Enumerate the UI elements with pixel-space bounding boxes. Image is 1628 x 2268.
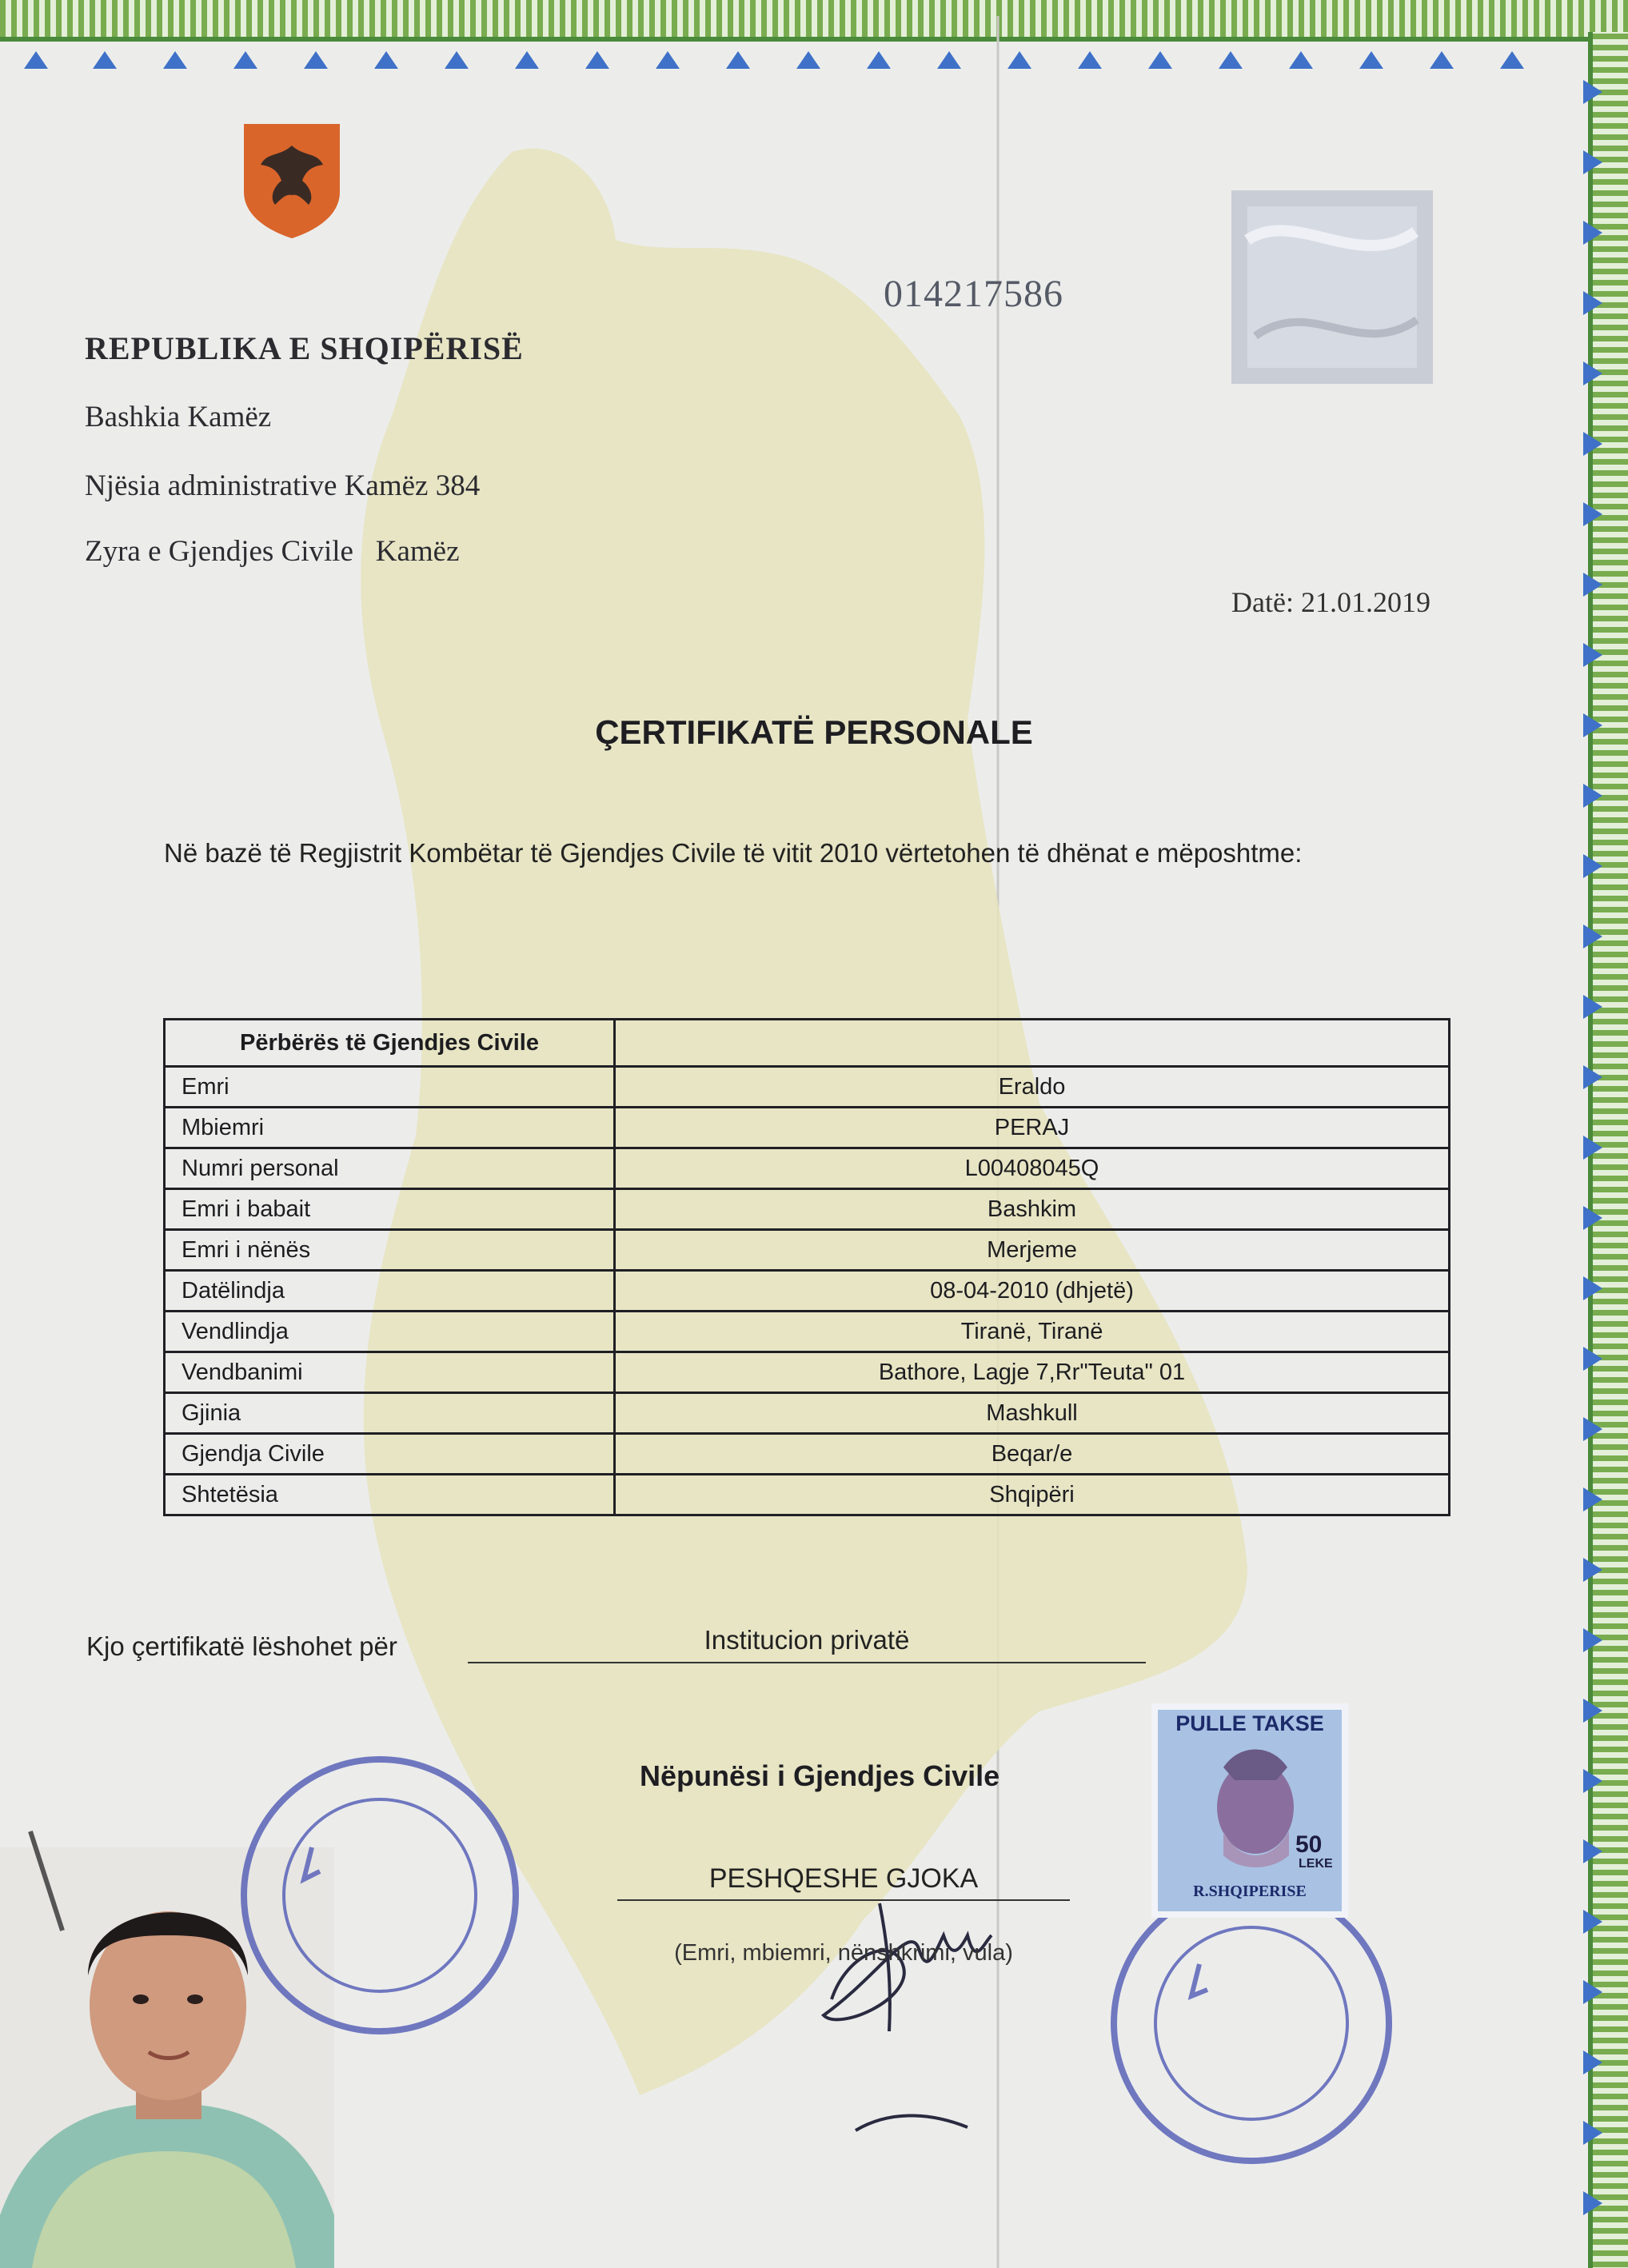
header-office: Zyra e Gjendjes Civile Kamëz <box>85 535 460 568</box>
row-value: Eraldo <box>615 1067 1450 1108</box>
row-value: Beqar/e <box>615 1434 1450 1475</box>
row-label: Emri i nënës <box>165 1230 615 1271</box>
row-label: Numri personal <box>165 1148 615 1189</box>
row-value: Mashkull <box>615 1393 1450 1434</box>
top-border-triangles <box>24 51 1524 69</box>
row-label: Gjinia <box>165 1393 615 1434</box>
row-value: Merjeme <box>615 1230 1450 1271</box>
table-row <box>165 1230 1450 1271</box>
table-row <box>165 1352 1450 1393</box>
row-value: Tiranë, Tiranë <box>615 1312 1450 1352</box>
table-header-label: Përbërës të Gjendjes Civile <box>165 1020 615 1067</box>
coat-of-arms-icon <box>244 124 340 238</box>
row-label: Vendlindja <box>165 1312 615 1352</box>
row-value: L00408045Q <box>615 1148 1450 1189</box>
issued-for-label: Kjo çertifikatë lëshohet për <box>86 1631 397 1661</box>
tax-stamp-country: R.SHQIPERISE <box>1193 1883 1307 1900</box>
row-value: Bathore, Lagje 7,Rr"Teuta" 01 <box>615 1352 1450 1393</box>
table-row <box>165 1434 1450 1475</box>
table-row <box>165 1067 1450 1108</box>
row-label: Emri <box>165 1067 615 1108</box>
tax-stamp-value: 50 <box>1295 1831 1323 1858</box>
row-value: Shqipëri <box>615 1475 1450 1515</box>
table-row <box>165 1271 1450 1312</box>
row-label: Emri i babait <box>165 1189 615 1230</box>
officer-caption: (Emri, mbiemri, nënshkrimi, vula) <box>674 1940 1013 1966</box>
header-admin-unit: Njësia administrative Kamëz 384 <box>85 469 481 502</box>
officer-name: PESHQESHE GJOKA <box>617 1863 1070 1901</box>
row-value: PERAJ <box>615 1108 1450 1148</box>
table-row <box>165 1148 1450 1189</box>
table-header-value <box>615 1020 1450 1067</box>
officer-title: Nëpunësi i Gjendjes Civile <box>640 1759 1000 1792</box>
issue-date: Datë: 21.01.2019 <box>1231 586 1430 618</box>
table-row <box>165 1393 1450 1434</box>
row-value: 08-04-2010 (dhjetë) <box>615 1271 1450 1312</box>
civil-status-table <box>163 1018 1450 1516</box>
document-number: 014217586 <box>884 273 1063 315</box>
left-round-seal <box>244 1759 516 2031</box>
header-municipality: Bashkia Kamëz <box>85 401 272 433</box>
table-header-row <box>165 1020 1450 1067</box>
row-label: Datëlindja <box>165 1271 615 1312</box>
row-label: Mbiemri <box>165 1108 615 1148</box>
document-title: ÇERTIFIKATË PERSONALE <box>595 713 1033 751</box>
table-row <box>165 1189 1450 1230</box>
table-row <box>165 1312 1450 1352</box>
row-value: Bashkim <box>615 1189 1450 1230</box>
row-label: Shtetësia <box>165 1475 615 1515</box>
intro-text: Në bazë të Regjistrit Kombëtar të Gjendjes Civile të vitit 2010 vërtetohen të dhënat e mëposhtme: <box>164 838 1303 868</box>
row-label: Gjendja Civile <box>165 1434 615 1475</box>
row-label: Vendbanimi <box>165 1352 615 1393</box>
top-border-band <box>0 0 1628 37</box>
tax-stamp-title: PULLE TAKSE <box>1175 1711 1324 1735</box>
issued-for-value: Institucion privatë <box>468 1625 1146 1663</box>
tax-stamp-unit: LEKE <box>1299 1857 1333 1871</box>
right-round-seal <box>1114 1886 1389 2161</box>
header-country: REPUBLIKA E SHQIPËRISË <box>85 330 524 366</box>
table-row <box>165 1475 1450 1515</box>
table-row <box>165 1108 1450 1148</box>
